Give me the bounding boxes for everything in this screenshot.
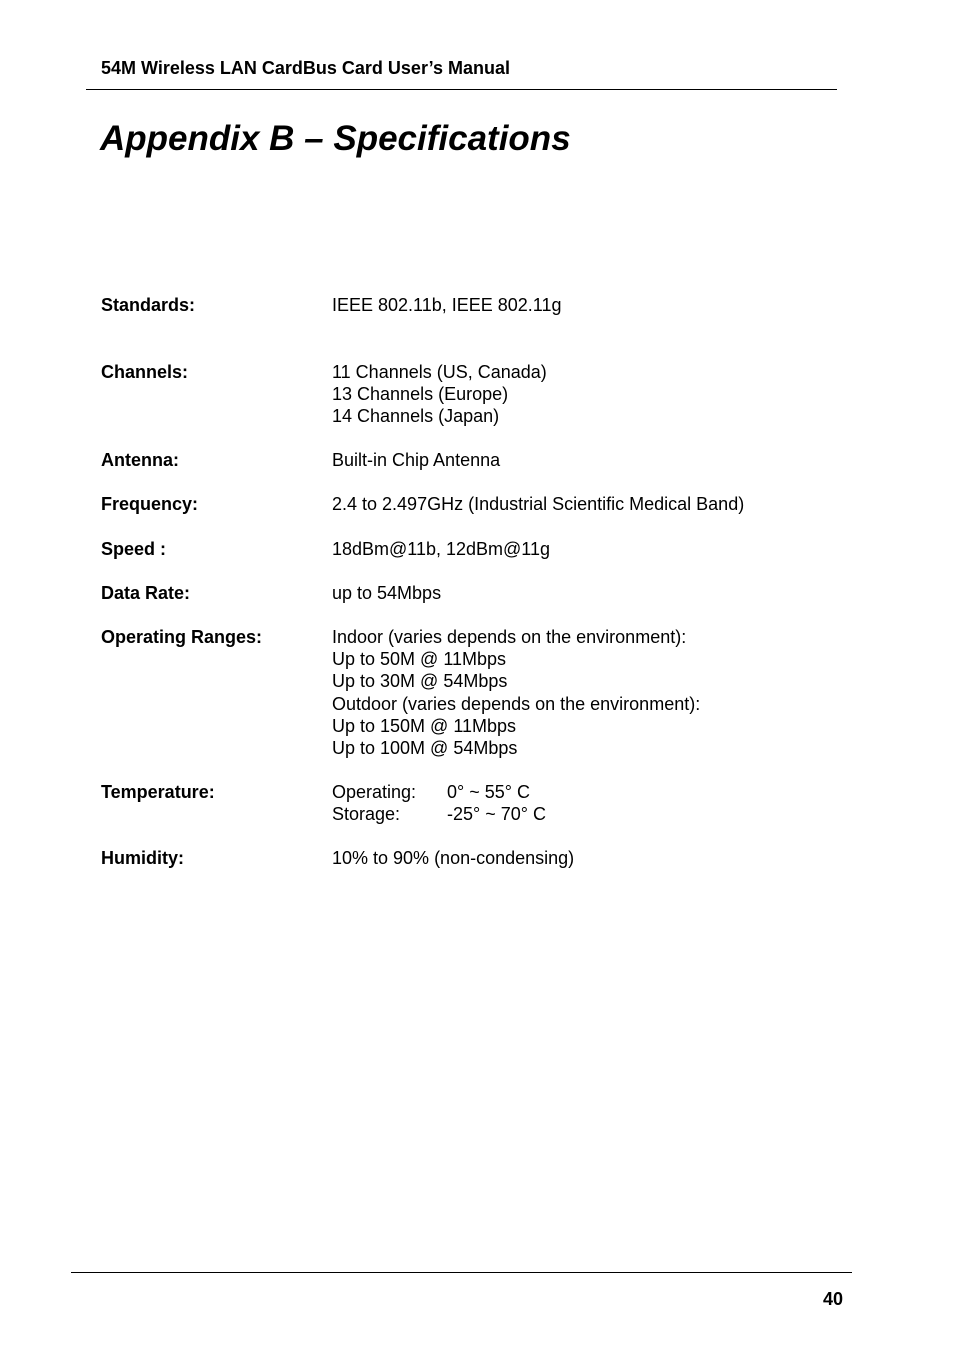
spec-value: 14 Channels (Japan) xyxy=(332,406,500,427)
spec-value: Up to 100M @ 54Mbps xyxy=(332,738,518,759)
spec-value: Outdoor (varies depends on the environment): xyxy=(332,693,701,714)
spec-label-operating-ranges: Operating Ranges: xyxy=(101,627,263,647)
spec-label-temperature: Temperature: xyxy=(101,782,215,802)
spec-value: 11 Channels (US, Canada) xyxy=(332,362,547,382)
spec-values-speed xyxy=(332,538,550,560)
spec-value: up to 54Mbps xyxy=(332,583,442,603)
spec-values-channels xyxy=(332,361,547,428)
temperature-range: -25° ~ 70° C xyxy=(447,804,546,825)
spec-label-channels: Channels: xyxy=(101,362,189,382)
spec-values-operating-ranges xyxy=(332,626,700,759)
spec-label-speed: Speed : xyxy=(101,539,167,559)
temperature-range: 0° ~ 55° C xyxy=(447,782,530,802)
header-divider xyxy=(86,89,837,90)
temperature-row xyxy=(332,803,546,825)
temperature-mode: Operating: xyxy=(332,782,417,802)
spec-values-standards xyxy=(332,294,562,316)
page-number: 40 xyxy=(822,1289,843,1309)
spec-value: Indoor (varies depends on the environment): xyxy=(332,627,687,647)
spec-value: Up to 30M @ 54Mbps xyxy=(332,671,508,692)
spec-value: 2.4 to 2.497GHz (Industrial Scientific Medical Band) xyxy=(332,494,745,514)
temperature-row xyxy=(332,781,546,803)
spec-values-frequency xyxy=(332,493,744,515)
spec-value: 13 Channels (Europe) xyxy=(332,384,509,405)
footer-divider xyxy=(71,1272,852,1273)
spec-label-standards: Standards: xyxy=(101,295,196,315)
spec-label-frequency: Frequency: xyxy=(101,494,199,514)
running-header: 54M Wireless LAN CardBus Card User’s Manual xyxy=(101,58,510,78)
spec-value: IEEE 802.11b, IEEE 802.11g xyxy=(332,295,562,315)
spec-values-data-rate xyxy=(332,582,441,604)
spec-label-data-rate: Data Rate: xyxy=(101,583,191,603)
spec-value: Built-in Chip Antenna xyxy=(332,450,501,470)
spec-values-antenna xyxy=(332,449,500,471)
spec-value: 10% to 90% (non-condensing) xyxy=(332,848,575,868)
spec-value: Up to 50M @ 11Mbps xyxy=(332,649,507,670)
spec-label-humidity: Humidity: xyxy=(101,848,184,868)
temperature-mode: Storage: xyxy=(332,804,401,825)
spec-value: Up to 150M @ 11Mbps xyxy=(332,715,517,736)
spec-value: 18dBm@11b, 12dBm@11g xyxy=(332,539,551,559)
temperature-table xyxy=(332,781,546,825)
page-title: Appendix B – Specifications xyxy=(100,119,571,158)
spec-values-humidity xyxy=(332,847,574,869)
spec-label-antenna: Antenna: xyxy=(101,450,179,470)
